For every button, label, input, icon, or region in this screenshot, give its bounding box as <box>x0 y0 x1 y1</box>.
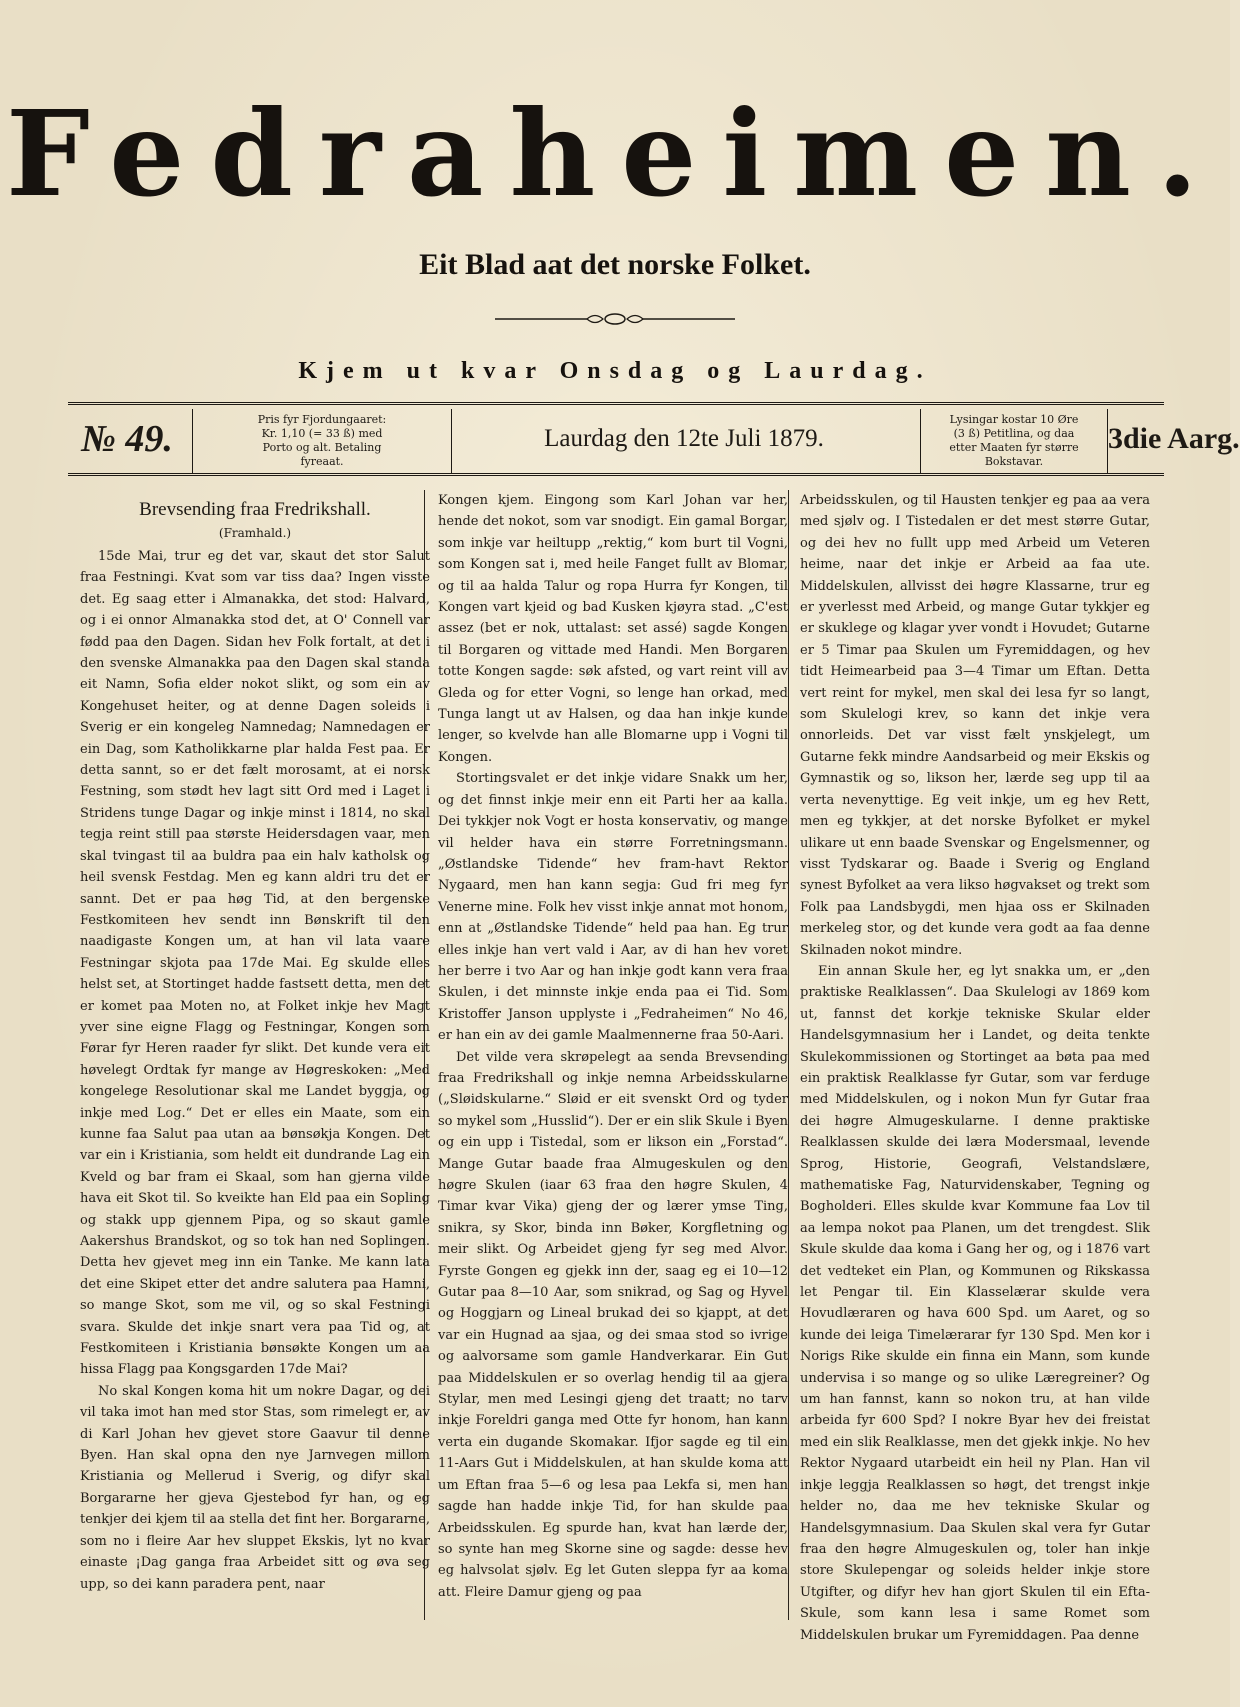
ads-line: etter Maaten fyr større <box>949 441 1079 454</box>
advert-info <box>920 409 1108 473</box>
price-line: fyreaat. <box>300 455 344 468</box>
price-line: Porto og alt. Betaling <box>262 441 382 454</box>
newspaper-title: Fedraheimen. <box>5 84 1225 223</box>
paragraph: Ein annan Skule her, eg lyt snakka um, er „den praktiske Realklassen“. Daa Skulelogi av 1869 kom ut, fannst det korkje tekniske Skular elder Handelsgymnasium her i Landet, og deita tenkte Skulekommissionen og Stortinget aa bøta paa med ein praktisk Realklasse fyr Gutar, som var ferduge med Middelskulen, og i nokon Mun fyr Gutar fraa dei høgre Almugeskularne. I denne praktiske Realklassen skulde dei læra Modersmaal, levende Sprog, Historie, Geografi, Velstandslære, mathematiske Fag, Naturvidenskaber, Tegning og Bogholderi. Elles skulde kvar Kommune faa Lov til aa lempa nokot paa Planen, um det trengdest. Slik Skule skulde daa koma i Gang her og, og i 1876 vart det vedteket ein Plan, og Kommunen og Rikskassa let Pengar til. Ein Klasselærar skulde vera Hovudlæraren og hava 600 Spd. um Aaret, og so kunde dei leiga Timelærarar fyr 130 Spd. Men kor i Norigs Rike skulde ein finna ein Mann, som kunde undervisa i so mange og so ulike Læregreiner? Og um han fannst, kann so nokon tru, at han vilde arbeida fyr 600 Spd? I nokre Byar hev dei freistat med ein slik Realklasse, men det gjekk inkje. No hev Rektor Nygaard utarbeidt ein heil ny Plan. Han vil inkje leggja Realklassen so høgt, det trengst inkje helder no, daa me hev tekniske Skular og Handelsgymnasium. Daa Skulen skal vera fyr Gutar fraa den høgre Almugeskulen og, toler han inkje store Skulepengar og soleids helder inkje store Utgifter, og difyr hev han gjort Skulen til ein Efta-Skule, som kann lesa i same Romet som Middelskulen brukar um Fyremiddagen. Paa denne <box>800 963 1150 1643</box>
publication-schedule: Kjem ut kvar Onsdag og Laurdag. <box>298 358 932 384</box>
paragraph: Stortingsvalet er det inkje vidare Snakk um her, og det finnst inkje meir enn eit Parti her aa kalla. Dei tykkjer nok Vogt er hosta konservativ, og mange vil helder hava ein større Forretningsmann. „Østlandske Tidende“ hev fram-havt Rektor Nygaard, men han kann segja: Gud fri meg fyr Venerne mine. Folk hev visst inkje annat mot honom, enn at „Østlandske Tidende“ held paa han. Eg trur elles inkje han vert vald i Aar, av di han hev voret her berre i tvo Aar og han inkje godt kann vera fraa Skulen, i det minnste inkje enda paa ei Tid. Som Kristoffer Janson upplyste i „Fedraheimen“ No 46, er han ein av dei gamle Maalmennerne fraa 50-Aari. <box>438 771 788 1044</box>
ornament-divider-icon <box>495 312 735 326</box>
issue-date: Laurdag den 12te Juli 1879. <box>544 425 824 452</box>
column-divider <box>788 490 789 1620</box>
paragraph: No skal Kongen koma hit um nokre Dagar, og dei vil taka imot han med stor Stas, som rimelegt er, av di Karl Johan hev gjevet store Gaavur til denne Byen. Han skal opna den nye Jarnvegen millom Kristiania og Mellerud i Sverig, og difyr skal Borgararne her gjeva Gjestebod fyr han, og eg tenkjer dei kjem til aa stella det fint her. Borgararne, som no i fleire Aar hev sluppet Ekskis, lyt no kvar einaste ¡Dag ganga fraa Arbeidet sitt og øva seg upp, so dei kann paradera pent, naar <box>80 1383 430 1592</box>
paragraph: Det vilde vera skrøpelegt aa senda Brevsending fraa Fredrikshall og inkje nemna Arbeidsskularne („Sløidskularne.“ Sløid er eit svenskt Ord og tyder so mykel som „Husslid“). Der er ein slik Skule i Byen og ein upp i Tistedal, som er likson ein „Forstad“. Mange Gutar baade fraa Almugeskulen og den høgre Skulen (iaar 63 fraa den høgre Skulen, 4 Timar kvar Vika) gjeng der og lærer ymse Ting, snikra, sy Skor, binda inn Bøker, Korgfletning og meir slikt. Og Arbeidet gjeng fyr seg med Alvor. Fyrste Gongen eg gjekk inn der, saag eg ei 10—12 Gutar paa 8—10 Aar, som snikrad, og Sag og Hyvel og Hoggjarn og Lineal brukad dei so kjappt, at det var ein Hugnad aa sjaa, og dei smaa stod so ivrige og aalvorsame som gamle Handverkarar. Ein Gut paa Middelskulen er so overlag hendig til aa gjera Stylar, men med Lesingi gjeng det traatt; no tarv inkje Foreldri ganga med Otte fyr honom, han kann verta ein dugande Skomakar. Ifjor sagde eg til ein 11-Aars Gut i Middelskulen, at han skulde koma att um Eftan fraa 5—6 og lesa paa Lekfa si, men han sagde han hadde inkje Tid, for han skulde paa Arbeidsskulen. Eg spurde han, kvat han lærde der, so synte han meg Skorne sine og sagde: desse hev eg halvsolat sjølv. Eg let Guten sleppa fyr aa koma att. Fleire Damur gjeng og paa <box>438 1049 788 1600</box>
volume-year: 3die Aarg. <box>1108 422 1240 455</box>
article-title: Brevsending fraa Fredrikshall. <box>139 499 371 520</box>
masthead-bar <box>68 402 1240 476</box>
article-column-2 <box>438 490 788 1630</box>
article-subtitle: (Framhald.) <box>218 526 292 540</box>
paragraph: Arbeidsskulen, og til Hausten tenkjer eg paa aa vera med sjølv og. I Tistedalen er det mest større Gutar, og dei hev no fullt upp med Arbeid um Veteren heime, naar det inkje er Arbeid aa faa ute. Middelskulen, allvisst dei høgre Klassarne, trur eg er yverlesst med Arbeid, og mange Gutar tykkjer eg er skuklege og klagar yver vondt i Hovudet; Gutarne er 5 Timar paa Skulen um Fyremiddagen, og hev tidt Heimearbeid paa 3—4 Timar um Eftan. Detta vert reint for mykel, men skal dei lesa fyr so langt, som Skulelogi krev, so kann det inkje vera onnorleids. Det var visst fælt ynskjelegt, um Gutarne fekk mindre Aandsarbeid og meir Ekskis og Gymnastik og so, likson her, lærde seg upp til aa verta nevenyttige. Eg veit inkje, um eg hev Rett, men eg tykkjer, at det norske Byfolket er mykel ulikare ut enn baade Svenskar og Engelsmenner, og visst Tydskarar og. Baade i Sverig og England synest Byfolket aa vera likso høgvakset og trekt som Folk paa Landsbygdi, men hjaa oss er Skilnaden merkeleg stor, og det kunde vera godt aa faa denne Skilnaden nokot mindre. <box>800 493 1150 958</box>
ads-line: (3 ß) Petitlina, og daa <box>953 427 1075 440</box>
ads-line: Bokstavar. <box>984 455 1044 468</box>
price-line: Kr. 1,10 (= 33 ß) med <box>261 427 383 440</box>
article-column-3 <box>800 490 1150 1643</box>
price-line: Pris fyr Fjordungaaret: <box>257 413 387 426</box>
price-info <box>192 409 452 473</box>
issue-number: № 49. <box>81 418 173 460</box>
newspaper-subtitle: Eit Blad aat det norske Folket. <box>419 248 811 281</box>
ads-line: Lysingar kostar 10 Øre <box>949 413 1079 426</box>
article-column-1 <box>80 490 430 1630</box>
paragraph: Kongen kjem. Eingong som Karl Johan var her, hende det nokot, som var snodigt. Ein gamal Borgar, som inkje var heiltupp „rektig,“ kom burt til Vogni, som Kongen sat i, med heile Fanget fullt av Blomar, og til aa halda Talur og ropa Hurra fyr Kongen, til Kongen vart kjeid og bad Kusken kjøyra stad. „C'est assez (bet er nok, uttalast: set assé) sagde Kongen til Borgaren og vittade med Handi. Men Borgaren totte Kongen sagde: søk afsted, og vart reint vill av Gleda og for etter Vogni, so lenge han orkad, med Tunga langt ut av Halsen, og daa han inkje kunde lenger, so kvelvde han alle Blomarne upp i Vogni til Kongen. <box>438 493 788 765</box>
paragraph: 15de Mai, trur eg det var, skaut det stor Salut fraa Festningi. Kvat som var tiss daa? Ingen visste det. Eg saag etter i Almanakka, det stod: Halvard, og i ei onnor Almanakka stod det, at O' Connell var fødd paa den Dagen. Sidan hev Folk fortalt, at det i den svenske Almanakka paa den Dagen skal standa eit Namn, Sofia elder nokot slikt, og som ein av Kongehuset heiter, og at denne Dagen soleids i Sverig er ein kongeleg Namnedag; Namnedagen er ein Dag, som Katholikkarne plar halda Fest paa. Er detta sannt, so er det fælt morosamt, at ei norsk Festning, som stødt hev lagt sitt Ord med i Laget i Stridens tunge Dagar og inkje minst i 1814, no skal tegja reint still paa største Heidersdagen vaar, men skal tvingast til aa buldra paa ein halv katholsk og heil svensk Festdag. Men eg kann aldri tru det er sannt. Det er paa høg Tid, at den bergenske Festkomiteen hev sendt inn Bønskrift til den naadigaste Kongen um, at han vil lata vaare Festningar skjota paa 17de Mai. Eg skulde elles helst set, at Stortinget hadde fastsett detta, men det er komet paa Moten no, at Folket inkje hev Magt yver sine eigne Flagg og Festningar, Kongen som Førar fyr Heren raader fyr slikt. Det kunde vera eit høvelegt Ordtak fyr mange av Høgreskoken: „Med kongelege Resolutionar skal me Landet byggja, og inkje med Log.“ Det er elles ein Maate, som ein kunne faa Salut paa utan aa bønsøkja Kongen. Det var ein i Kristiania, som heldt eit dundrande Lag ein Kveld og bar fram ei Skaal, som han gjerna vilde hava eit Skot til. So kveikte han Eld paa ein Sopling og stakk upp gjennem Pipa, og so skaut gamle Aakershus Brandskot, og so tok han ned Soplingen. Detta hev gjevet meg inn ein Tanke. Me kann lata det eine Skipet etter det andre salutera paa Hamni, so mange Skot, som me vil, og so skal Festningi svara. Skulde det inkje snart vera paa Tid og, at Festkomiteen i Kristiania bønsøkte Kongen um aa hissa Flagg paa Kongsgarden 17de Mai? <box>80 549 430 1378</box>
